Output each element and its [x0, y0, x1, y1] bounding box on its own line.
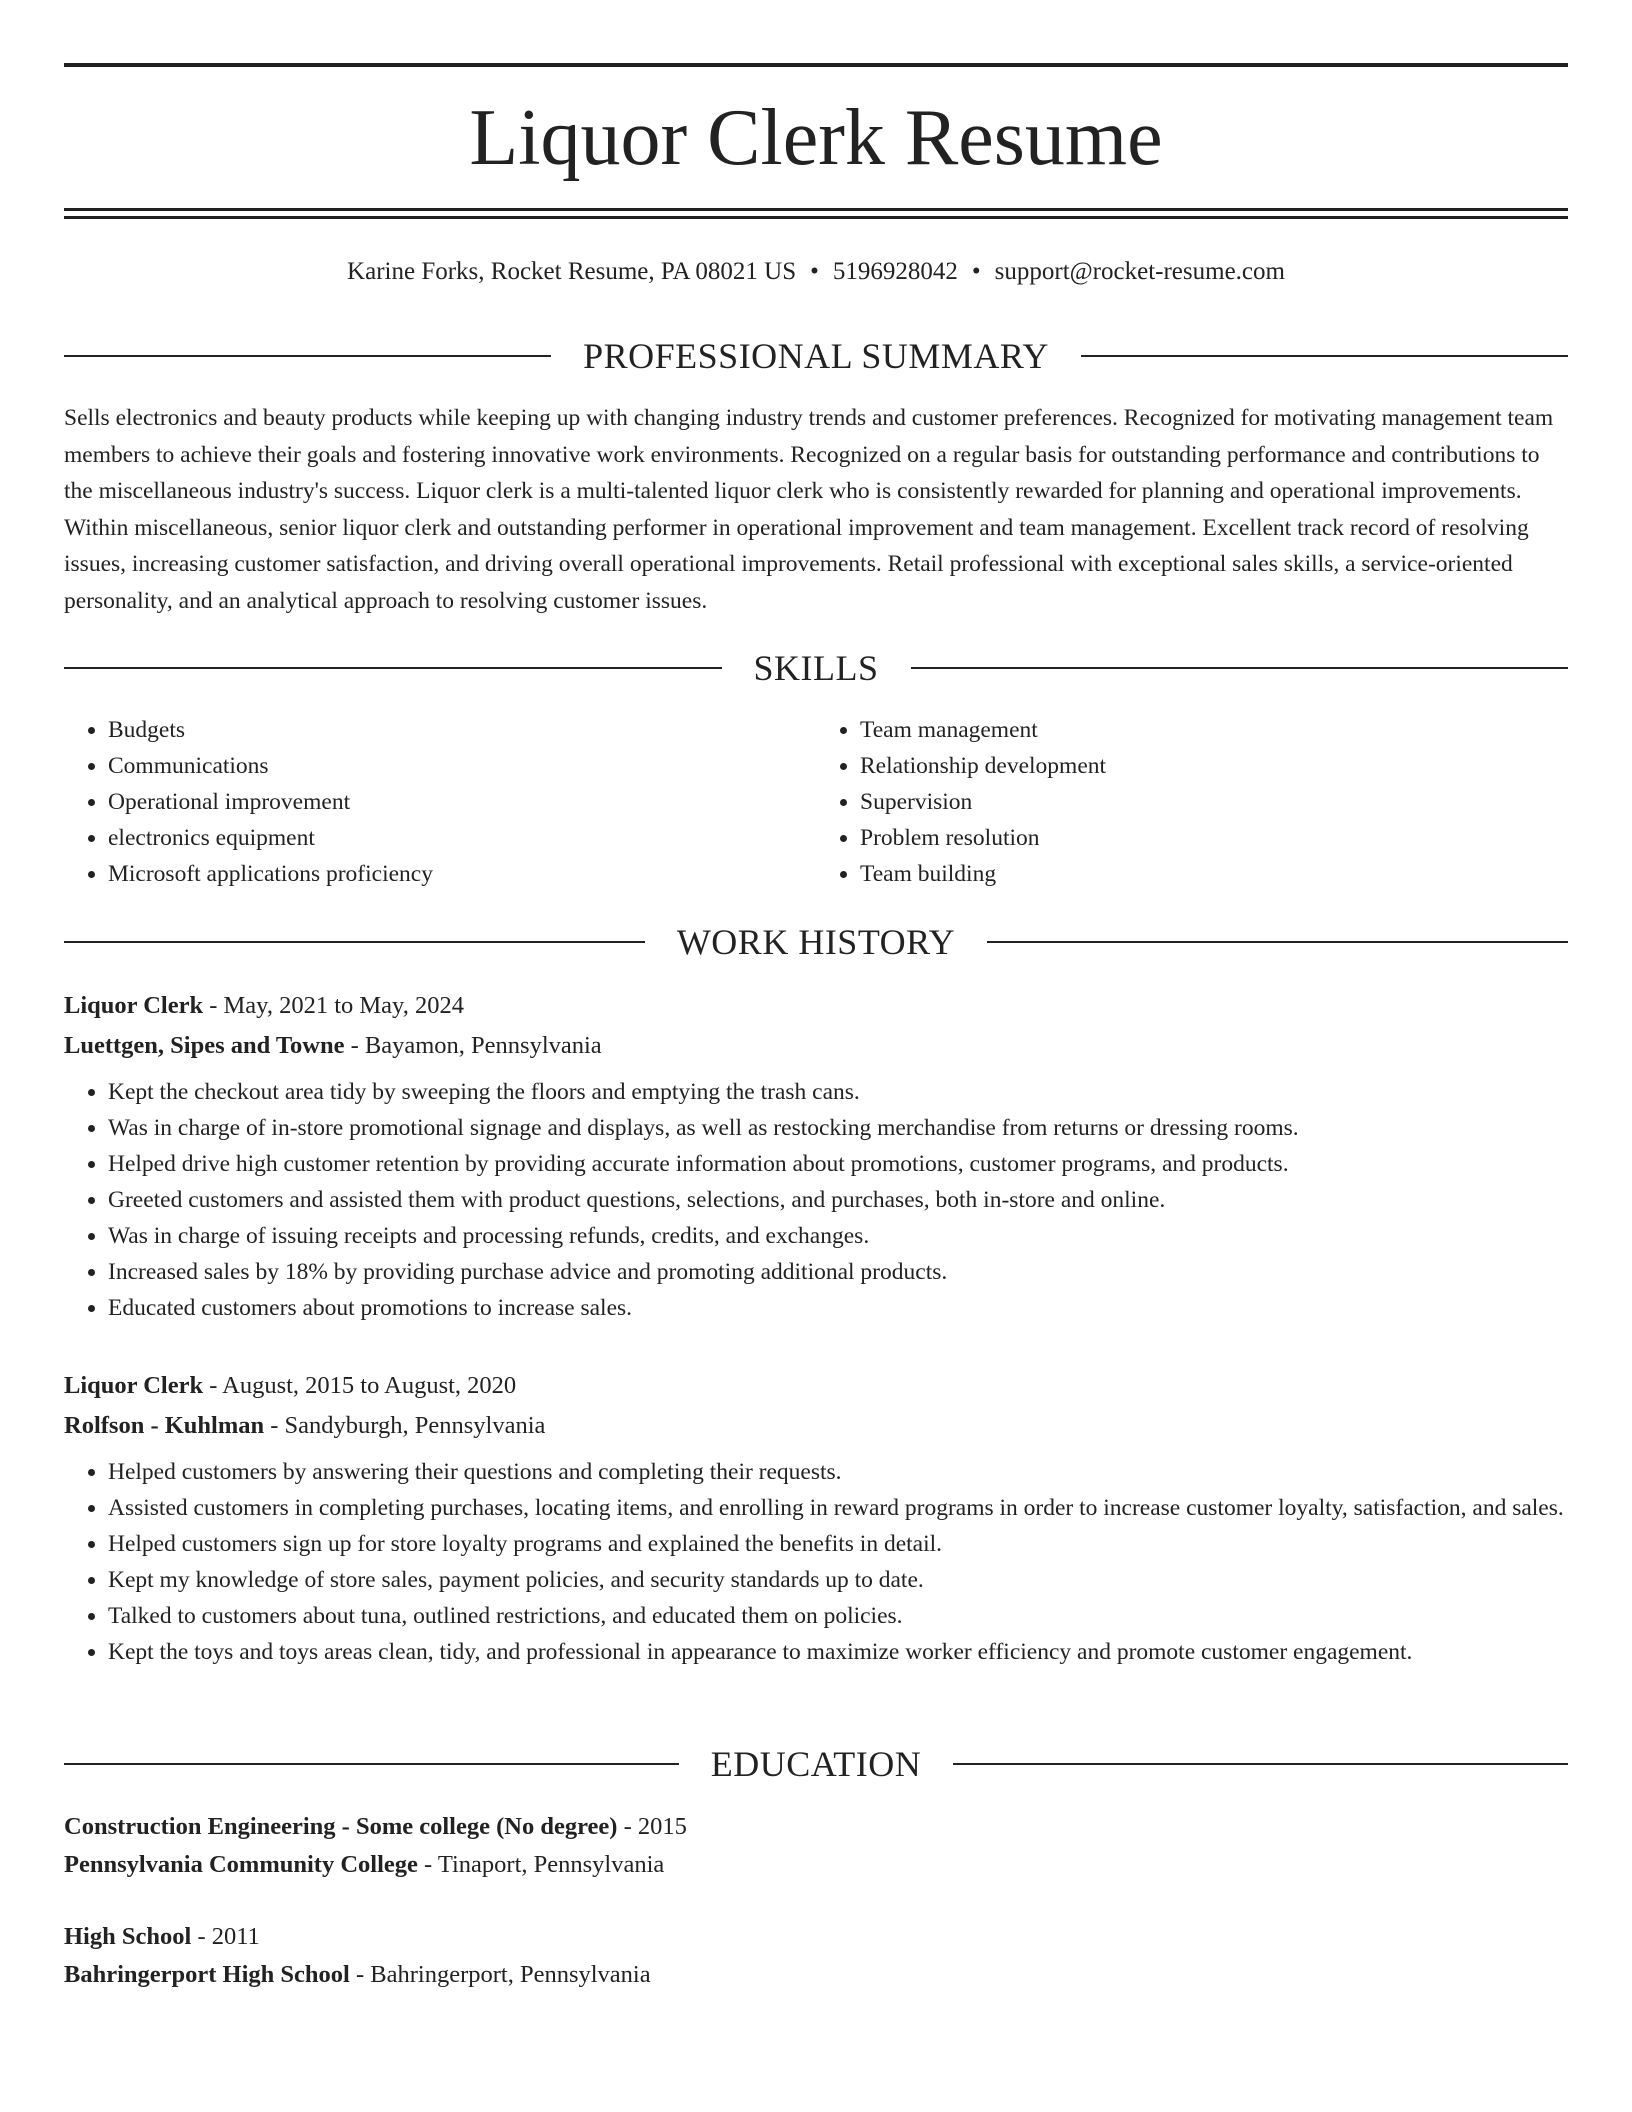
job-entry — [64, 1366, 1568, 1670]
job-employer — [64, 1026, 1568, 1066]
job-bullet: • Kept the toys and toys areas clean, tidy, and professional in appearance to maximize worker efficiency and promote customer engagement. — [108, 1634, 1568, 1670]
summary-paragraph: Sells electronics and beauty products while keeping up with changing industry trends and customer preferences. Recognized for motivating management team members to achieve their goals and fostering innovative work environments. Recognized on a regular basis for outstanding performance and contributions to the miscellaneous industry's success. Liquor clerk is a multi-talented liquor clerk who is consistently rewarded for planning and operational improvements. Within miscellaneous, senior liquor clerk and outstanding performer in operational improvement and team management. Excellent track record of resolving issues, increasing customer satisfaction, and driving overall operational improvements. Retail professional with exceptional sales skills, a service-oriented personality, and an analytical approach to resolving customer issues. — [64, 405, 1554, 614]
job-title: Liquor Clerk — [64, 1372, 204, 1399]
section-rule-left — [64, 941, 645, 943]
job-location: - Bayamon, Pennsylvania — [344, 1032, 602, 1059]
section-title: EDUCATION — [710, 1744, 922, 1784]
education-year: - 2011 — [191, 1923, 260, 1950]
section-rule-left — [64, 355, 551, 357]
education-location: - Tinaport, Pennsylvania — [417, 1851, 665, 1878]
job-bullet: • Helped customers sign up for store loyalty programs and explained the benefits in detail. — [108, 1526, 1568, 1562]
skill-item: • Problem resolution — [860, 820, 1568, 856]
section-rule-left — [64, 1763, 679, 1765]
education-year: - 2015 — [617, 1813, 687, 1840]
skill-item: • Supervision — [860, 784, 1568, 820]
skills-column-left — [64, 712, 816, 892]
job-heading — [64, 1366, 1568, 1406]
section-rule-right — [987, 941, 1568, 943]
section-title: SKILLS — [753, 648, 879, 688]
education-school-line — [64, 1846, 1568, 1884]
job-dates: - May, 2021 to May, 2024 — [203, 992, 464, 1019]
job-location: - Sandyburgh, Pennsylvania — [264, 1412, 546, 1439]
contact-separator: • — [810, 258, 819, 285]
job-heading — [64, 986, 1568, 1026]
education-degree: High School — [64, 1923, 192, 1950]
section-title: PROFESSIONAL SUMMARY — [583, 336, 1049, 376]
resume-title: Liquor Clerk Resume — [469, 94, 1163, 182]
skill-item: • Microsoft applications proficiency — [108, 856, 816, 892]
job-bullet: • Was in charge of issuing receipts and processing refunds, credits, and exchanges. — [108, 1218, 1568, 1254]
title-double-rule-upper — [64, 208, 1568, 211]
section-rule-right — [953, 1763, 1568, 1765]
skill-item: • electronics equipment — [108, 820, 816, 856]
job-bullet: • Kept the checkout area tidy by sweeping the floors and emptying the trash cans. — [108, 1074, 1568, 1110]
section-rule-right — [911, 667, 1569, 669]
section-rule-left — [64, 667, 722, 669]
education-entry — [64, 1808, 1568, 1884]
section-title: WORK HISTORY — [676, 922, 956, 962]
job-bullet: • Educated customers about promotions to increase sales. — [108, 1290, 1568, 1326]
job-bullet: • Increased sales by 18% by providing purchase advice and promoting additional products. — [108, 1254, 1568, 1290]
skill-item: • Team management — [860, 712, 1568, 748]
job-bullet: • Talked to customers about tuna, outlined restrictions, and educated them on policies. — [108, 1598, 1568, 1634]
section-header-work — [64, 922, 1568, 962]
education-entry — [64, 1918, 1568, 1994]
education-degree-line — [64, 1808, 1568, 1846]
contact-separator: • — [971, 258, 981, 285]
contact-line — [64, 256, 1568, 288]
contact-address: Karine Forks, Rocket Resume, PA 08021 US — [347, 258, 797, 285]
education-school: Pennsylvania Community College — [64, 1851, 418, 1878]
job-bullet: • Assisted customers in completing purchases, locating items, and enrolling in reward programs in order to increase customer loyalty, satisfaction, and sales. — [108, 1490, 1568, 1526]
section-header-skills — [64, 648, 1568, 688]
education-degree-line — [64, 1918, 1568, 1956]
skill-item: • Operational improvement — [108, 784, 816, 820]
job-bullet: • Was in charge of in-store promotional signage and displays, as well as restocking merchandise from returns or dressing rooms. — [108, 1110, 1568, 1146]
skills-column-right — [816, 712, 1568, 892]
skills-list — [64, 712, 1568, 892]
job-company: Luettgen, Sipes and Towne — [64, 1032, 345, 1059]
education-degree: Construction Engineering - Some college (No degree) — [64, 1813, 618, 1840]
section-rule-right — [1081, 355, 1568, 357]
job-bullet: • Helped drive high customer retention by providing accurate information about promotions, customer programs, and products. — [108, 1146, 1568, 1182]
skill-item: • Team building — [860, 856, 1568, 892]
job-bullet: • Greeted customers and assisted them with product questions, selections, and purchases, both in-store and online. — [108, 1182, 1568, 1218]
job-company: Rolfson - Kuhlman — [64, 1412, 265, 1439]
contact-phone: 5196928042 — [832, 258, 958, 285]
title-double-rule-lower — [64, 216, 1568, 219]
education-school: Bahringerport High School — [64, 1961, 350, 1988]
job-bullet: • Kept my knowledge of store sales, payment policies, and security standards up to date. — [108, 1562, 1568, 1598]
top-rule — [64, 63, 1568, 67]
skill-item: • Communications — [108, 748, 816, 784]
job-dates: - August, 2015 to August, 2020 — [203, 1372, 517, 1399]
job-entry — [64, 986, 1568, 1326]
section-header-summary — [64, 336, 1568, 376]
skill-item: • Budgets — [108, 712, 816, 748]
section-header-education — [64, 1744, 1568, 1784]
education-location: - Bahringerport, Pennsylvania — [349, 1961, 651, 1988]
job-employer — [64, 1406, 1568, 1446]
contact-email[interactable]: support@rocket-resume.com — [994, 258, 1285, 285]
job-bullet: • Helped customers by answering their questions and completing their requests. — [108, 1454, 1568, 1490]
job-bullets — [64, 1454, 1568, 1670]
education-school-line — [64, 1956, 1568, 1994]
job-title: Liquor Clerk — [64, 992, 204, 1019]
job-bullets — [64, 1074, 1568, 1326]
skill-item: • Relationship development — [860, 748, 1568, 784]
